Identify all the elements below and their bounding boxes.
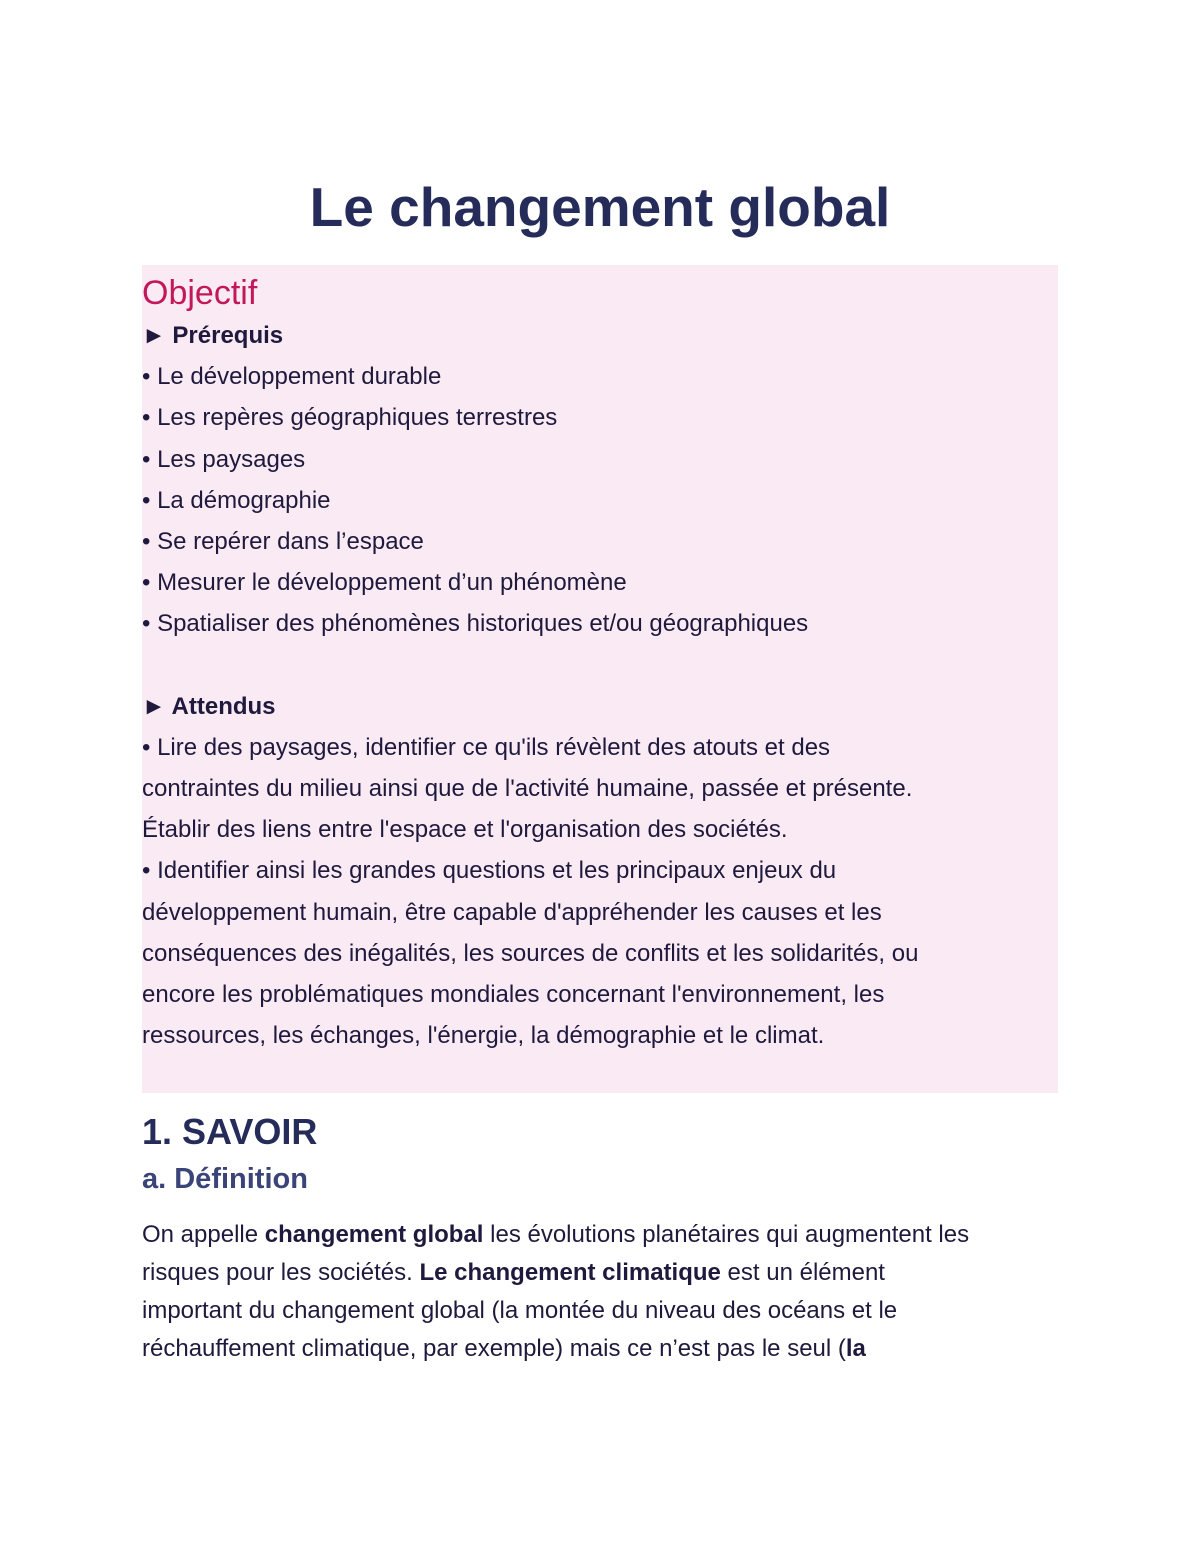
attendus-line: Établir des liens entre l'espace et l'organisation des sociétés. [142, 816, 788, 843]
attendus-line: développement humain, être capable d'appréhender les causes et les [142, 899, 882, 926]
prerequis-item: • Les paysages [142, 446, 306, 473]
definition-line: important du changement global (la montée du niveau des océans et le [142, 1297, 898, 1324]
attendus-line: contraintes du milieu ainsi que de l'activité humaine, passée et présente. [142, 775, 913, 802]
attendus-line: encore les problématiques mondiales concernant l'environnement, les [142, 981, 885, 1008]
prerequis-item: • Spatialiser des phénomènes historiques et/ou géographiques [142, 610, 809, 637]
subsection-title: a. Définition [142, 1163, 308, 1195]
definition-line [142, 1258, 885, 1288]
section-title: 1. SAVOIR [142, 1111, 318, 1152]
attendus-line: conséquences des inégalités, les sources de conflits et les solidarités, ou [142, 940, 919, 967]
prerequis-item: • La démographie [142, 487, 331, 514]
definition-text: est un élément [720, 1259, 885, 1286]
prerequis-item: • Les repères géographiques terrestres [142, 404, 558, 431]
definition-text: réchauffement climatique, par exemple) mais ce n’est pas le seul ( [142, 1335, 846, 1362]
attendus-line: • Identifier ainsi les grandes questions et les principaux enjeux du [142, 857, 837, 884]
prerequis-item: • Se repérer dans l’espace [142, 528, 424, 555]
attendus-heading: ► Attendus [142, 693, 276, 720]
definition-line [142, 1334, 866, 1364]
prerequis-item: • Mesurer le développement d’un phénomène [142, 569, 627, 596]
attendus-line: ressources, les échanges, l'énergie, la démographie et le climat. [142, 1022, 825, 1049]
page-title: Le changement global [309, 176, 891, 238]
definition-term: changement global [264, 1221, 484, 1248]
definition-text: les évolutions planétaires qui augmentent les [483, 1221, 970, 1248]
objective-box [142, 265, 1058, 1093]
attendus-line: • Lire des paysages, identifier ce qu'ils révèlent des atouts et des [142, 734, 831, 761]
prerequis-item: • Le développement durable [142, 363, 442, 390]
prerequis-heading: ► Prérequis [142, 322, 284, 349]
definition-line [142, 1220, 969, 1250]
definition-term: la [845, 1335, 866, 1362]
definition-text: On appelle [142, 1221, 265, 1248]
objective-heading: Objectif [142, 274, 258, 312]
definition-text: risques pour les sociétés. [142, 1259, 420, 1286]
definition-term: Le changement climatique [419, 1259, 721, 1286]
